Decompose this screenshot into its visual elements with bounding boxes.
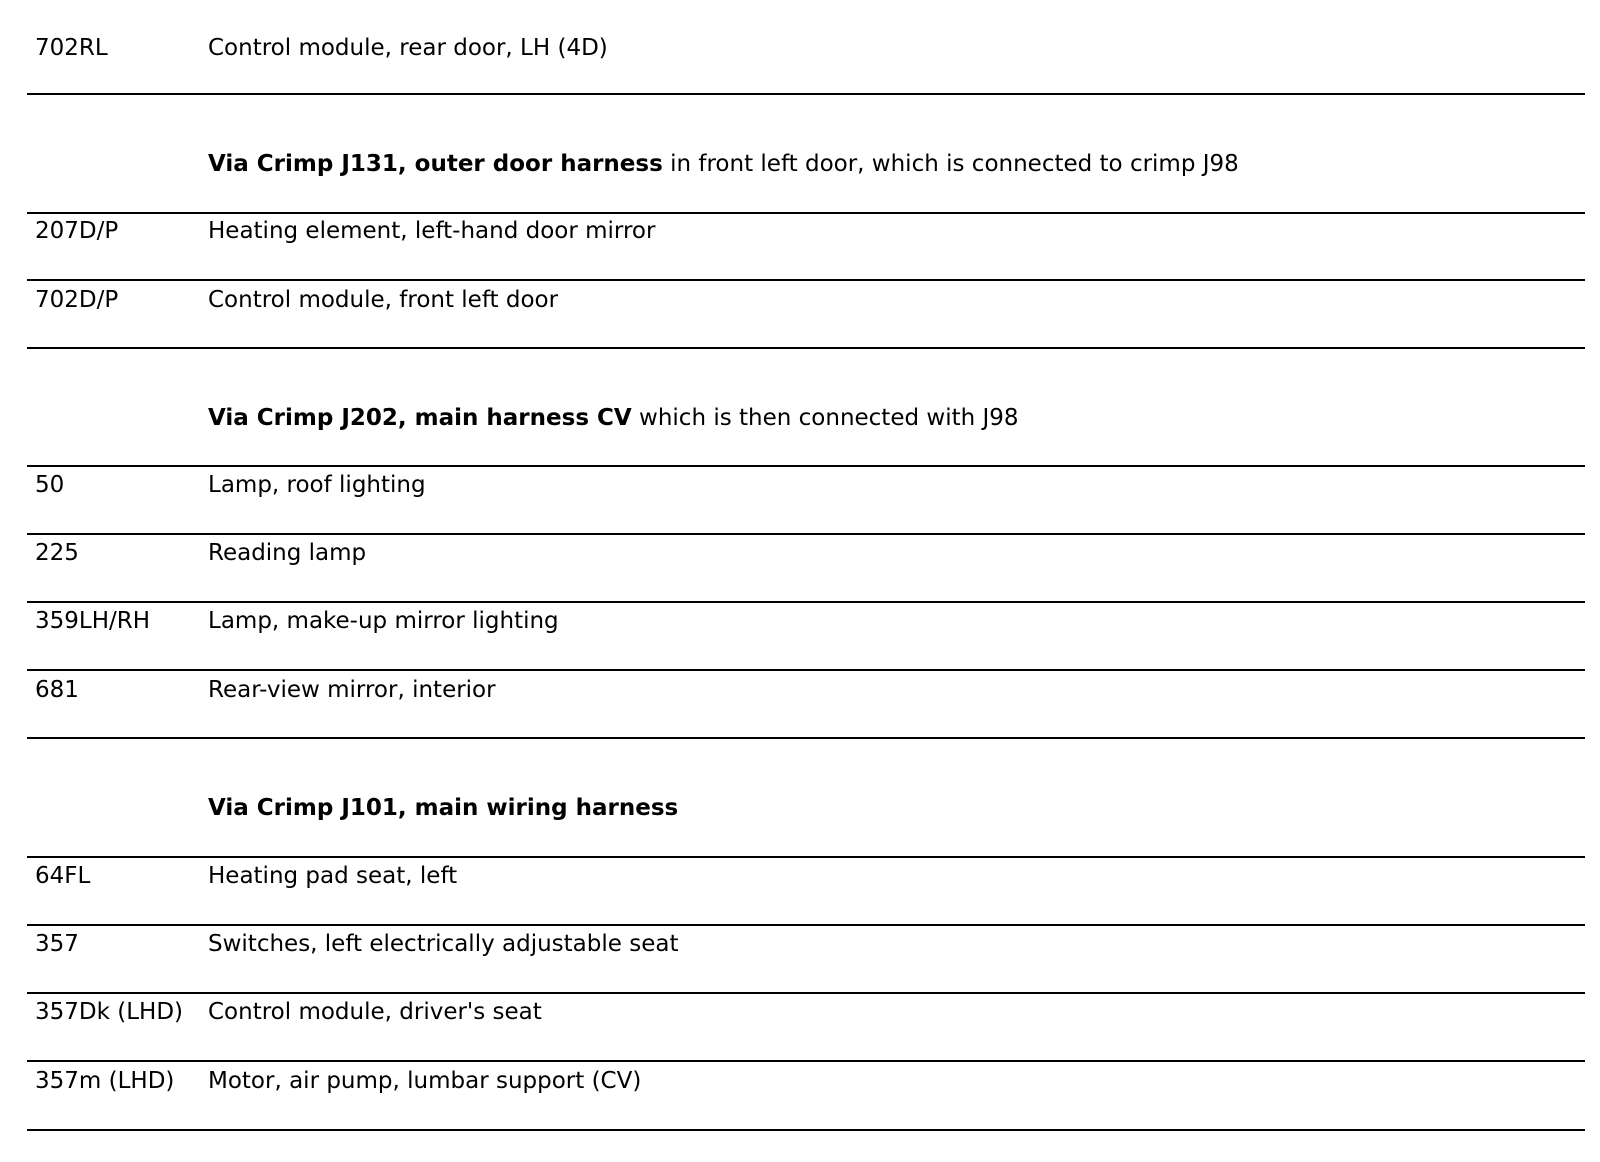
row-divider — [27, 533, 1585, 535]
row-divider — [27, 737, 1585, 739]
row-divider — [27, 1129, 1585, 1131]
part-code: 702RL — [35, 35, 108, 61]
section-heading-bold: Via Crimp J101, main wiring harness — [208, 795, 679, 821]
part-code: 357Dk (LHD) — [35, 999, 184, 1025]
part-code: 357m (LHD) — [35, 1068, 175, 1094]
row-divider — [27, 856, 1585, 858]
part-description: Switches, left electrically adjustable seat — [208, 931, 679, 957]
row-divider — [27, 669, 1585, 671]
part-code: 702D/P — [35, 287, 119, 313]
part-description: Lamp, make-up mirror lighting — [208, 608, 559, 634]
section-heading-j131 — [208, 150, 1239, 178]
part-description: Control module, driver's seat — [208, 999, 542, 1025]
row-divider — [27, 465, 1585, 467]
section-heading-j101 — [208, 794, 678, 822]
row-divider — [27, 212, 1585, 214]
part-description: Control module, front left door — [208, 287, 559, 313]
row-divider — [27, 1060, 1585, 1062]
part-description: Lamp, roof lighting — [208, 472, 426, 498]
row-divider — [27, 992, 1585, 994]
part-code: 681 — [35, 677, 79, 703]
row-divider — [27, 347, 1585, 349]
row-divider — [27, 924, 1585, 926]
section-heading-rest: which is then connected with J98 — [631, 405, 1019, 431]
row-divider — [27, 279, 1585, 281]
row-divider — [27, 93, 1585, 95]
part-code: 359LH/RH — [35, 608, 151, 634]
part-description: Control module, rear door, LH (4D) — [208, 35, 608, 61]
part-code: 357 — [35, 931, 79, 957]
section-heading-bold: Via Crimp J202, main harness CV — [208, 405, 632, 431]
section-heading-bold: Via Crimp J131, outer door harness — [208, 151, 663, 177]
section-heading-rest: in front left door, which is connected to crimp J98 — [662, 151, 1239, 177]
part-code: 207D/P — [35, 218, 119, 244]
part-description: Rear-view mirror, interior — [208, 677, 496, 703]
section-heading-j202 — [208, 404, 1019, 432]
part-description: Heating element, left-hand door mirror — [208, 218, 656, 244]
part-description: Heating pad seat, left — [208, 863, 458, 889]
part-code: 64FL — [35, 863, 91, 889]
part-description: Reading lamp — [208, 540, 367, 566]
part-code: 225 — [35, 540, 79, 566]
part-description: Motor, air pump, lumbar support (CV) — [208, 1068, 642, 1094]
row-divider — [27, 601, 1585, 603]
part-code: 50 — [35, 472, 65, 498]
